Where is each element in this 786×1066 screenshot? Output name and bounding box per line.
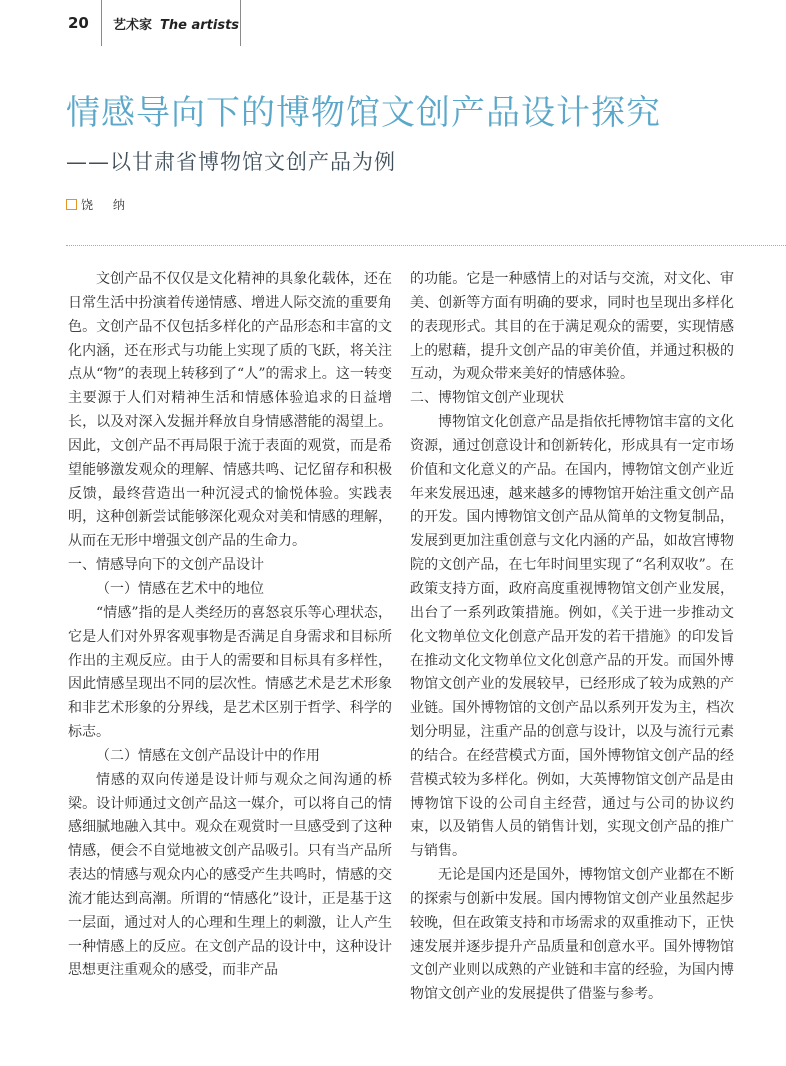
header-divider-right [240, 0, 241, 46]
author-box-icon [66, 199, 77, 210]
dotted-divider [66, 245, 786, 246]
running-header [0, 0, 786, 48]
paragraph: 无论是国内还是国外，博物馆文创产业都在不断的探索与创新中发展。国内博物馆文创产业虽然起步较晚，但在政策支持和市场需求的双重推动下，正快速发展并逐步提升产品质量和创意水平。国外博物馆文创产业则以成熟的产业链和丰富的经验，为国内博物馆文创产业的发展提供了借鉴与参考。 [410, 867, 734, 1003]
left-column [68, 268, 392, 983]
author-line [66, 196, 133, 213]
right-column [410, 268, 734, 1007]
paragraph: 文创产品不仅仅是文化精神的具象化载体，还在日常生活中扮演着传递情感、增进人际交流的重要角色。文创产品不仅包括多样化的产品形态和丰富的文化内涵，还在形式与功能上实现了质的飞跃，将关注点从“物”的表现上转移到了“人”的需求上。这一转变主要源于人们对精神生活和情感体验追求的日益增长，以及对深入发掘并释放自身情感潜能的渴望上。因此，文创产品不再局限于流于表面的观赏，而是希望能够激发观众的理解、情感共鸣、记忆留存和积极反馈，最终营造出一种沉浸式的愉悦体验。实践表明，这种创新尝试能够深化观众对美和情感的理解，从而在无形中增强文创产品的生命力。 [68, 271, 392, 550]
section-heading: 二、博物馆文创产业现状 [410, 390, 564, 407]
journal-name-cn: 艺术家 [113, 18, 153, 33]
article-subtitle: ——以甘肃省博物馆文创产品为例 [66, 150, 396, 174]
author-name: 饶 纳 [81, 198, 133, 212]
header-divider-left [101, 0, 102, 46]
paragraph: 博物馆文化创意产品是指依托博物馆丰富的文化资源，通过创意设计和创新转化，形成具有一定市场价值和文化意义的产品。在国内，博物馆文创产业近年来发展迅速，越来越多的博物馆开始注重文创产品的开发。国内博物馆文创产品从简单的文物复制品，发展到更加注重创意与文化内涵的产品，如故宫博物院的文创产品，在七年时间里实现了“名利双收”。在政策支持方面，政府高度重视博物馆文创产业发展，出台了一系列政策措施。例如，《关于进一步推动文化文物单位文化创意产品开发的若干措施》的印发旨在推动文化文物单位文化创意产品的开发。而国外博物馆文创产业的发展较早，已经形成了较为成熟的产业链。国外博物馆的文创产品以系列开发为主，档次划分明显，注重产品的创意与设计，以及与流行元素的结合。在经营模式方面，国外博物馆文创产品的经营模式较为多样化。例如，大英博物馆文创产品是由博物馆下设的公司自主经营，通过与公司的协议约束，以及销售人员的销售计划，实现文创产品的推广与销售。 [410, 414, 734, 860]
article-title: 情感导向下的博物馆文创产品设计探究 [66, 93, 661, 133]
journal-name-en: The artists [160, 18, 240, 33]
paragraph: 情感的双向传递是设计师与观众之间沟通的桥梁。设计师通过文创产品这一媒介，可以将自己的情感细腻地融入其中。观众在观赏时一旦感受到了这种情感，便会不自觉地被文创产品吸引。只有当产品所表达的情感与观众内心的感受产生共鸣时，情感的交流才能达到高潮。所谓的“情感化”设计，正是基于这一层面，通过对人的心理和生理上的刺激，让人产生一种情感上的反应。在文创产品的设计中，这种设计思想更注重观众的感受，而非产品 [68, 771, 392, 979]
section-heading: 一、情感导向下的文创产品设计 [68, 557, 264, 574]
paragraph: 的功能。它是一种感情上的对话与交流，对文化、审美、创新等方面有明确的要求，同时也呈现出多样化的表现形式。其目的在于满足观众的需要，实现情感上的慰藉，提升文创产品的审美价值，并通过积极的互动，为观众带来美好的情感体验。 [410, 271, 734, 383]
page-number: 20 [68, 14, 89, 32]
subsection-heading: （一）情感在艺术中的地位 [96, 580, 264, 597]
journal-name [113, 14, 239, 33]
subsection-heading: （二）情感在文创产品设计中的作用 [96, 747, 320, 764]
paragraph: “情感”指的是人类经历的喜怒哀乐等心理状态，它是人们对外界客观事物是否满足自身需求和目标所作出的主观反应。由于人的需要和目标具有多样性，因此情感呈现出不同的层次性。情感艺术是艺术形象和非艺术形象的分界线，是艺术区别于哲学、科学的标志。 [68, 604, 392, 741]
